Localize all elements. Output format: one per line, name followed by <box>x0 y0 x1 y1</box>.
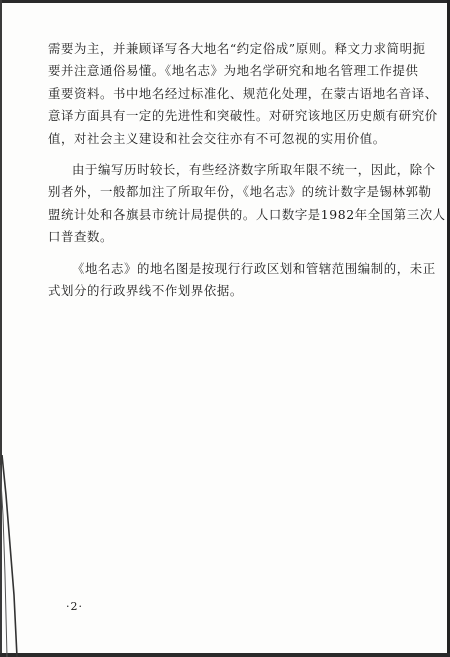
text-line: 《地名志》的地名图是按现行行政区划和管辖范围编制的，未正 <box>72 260 436 276</box>
text-line: 意译方面具有一定的先进性和突破性。对研究该地区历史颇有研究价 <box>48 108 438 124</box>
paragraph-2 <box>48 159 446 249</box>
scan-edge-bottom <box>0 653 450 657</box>
scan-edge-top <box>0 0 450 3</box>
text-line: 由于编写历时较长，有些经济数字所取年限不统一，因此，除个 <box>72 162 436 178</box>
paragraph-1 <box>48 38 438 150</box>
text-line: 值，对社会主义建设和社会交往亦有不可忽视的实用价值。 <box>48 130 386 146</box>
text-line: 口普查数。 <box>48 229 113 245</box>
text-line: 要并注意通俗易懂。《地名志》为地名学研究和地名管理工作提供 <box>48 63 419 79</box>
document-text <box>48 38 446 311</box>
text-line: 重要资料。书中地名经过标准化、规范化处理，在蒙古语地名音译、 <box>48 85 438 101</box>
paragraph-3 <box>48 258 436 303</box>
text-line: 盟统计处和各旗县市统计局提供的。人口数字是1982年全国第三次人 <box>48 206 446 222</box>
page-number: ·2· <box>66 600 83 613</box>
text-line: 式划分的行政界线不作划界依据。 <box>48 283 243 299</box>
binding-shadow-mark <box>0 455 22 657</box>
text-line: 需要为主，并兼顾译写各大地名“约定俗成”原则。释文力求简明扼 <box>48 41 426 56</box>
text-line: 别者外，一般都加注了所取年份，《地名志》的统计数字是锡林郭勒 <box>48 184 432 200</box>
